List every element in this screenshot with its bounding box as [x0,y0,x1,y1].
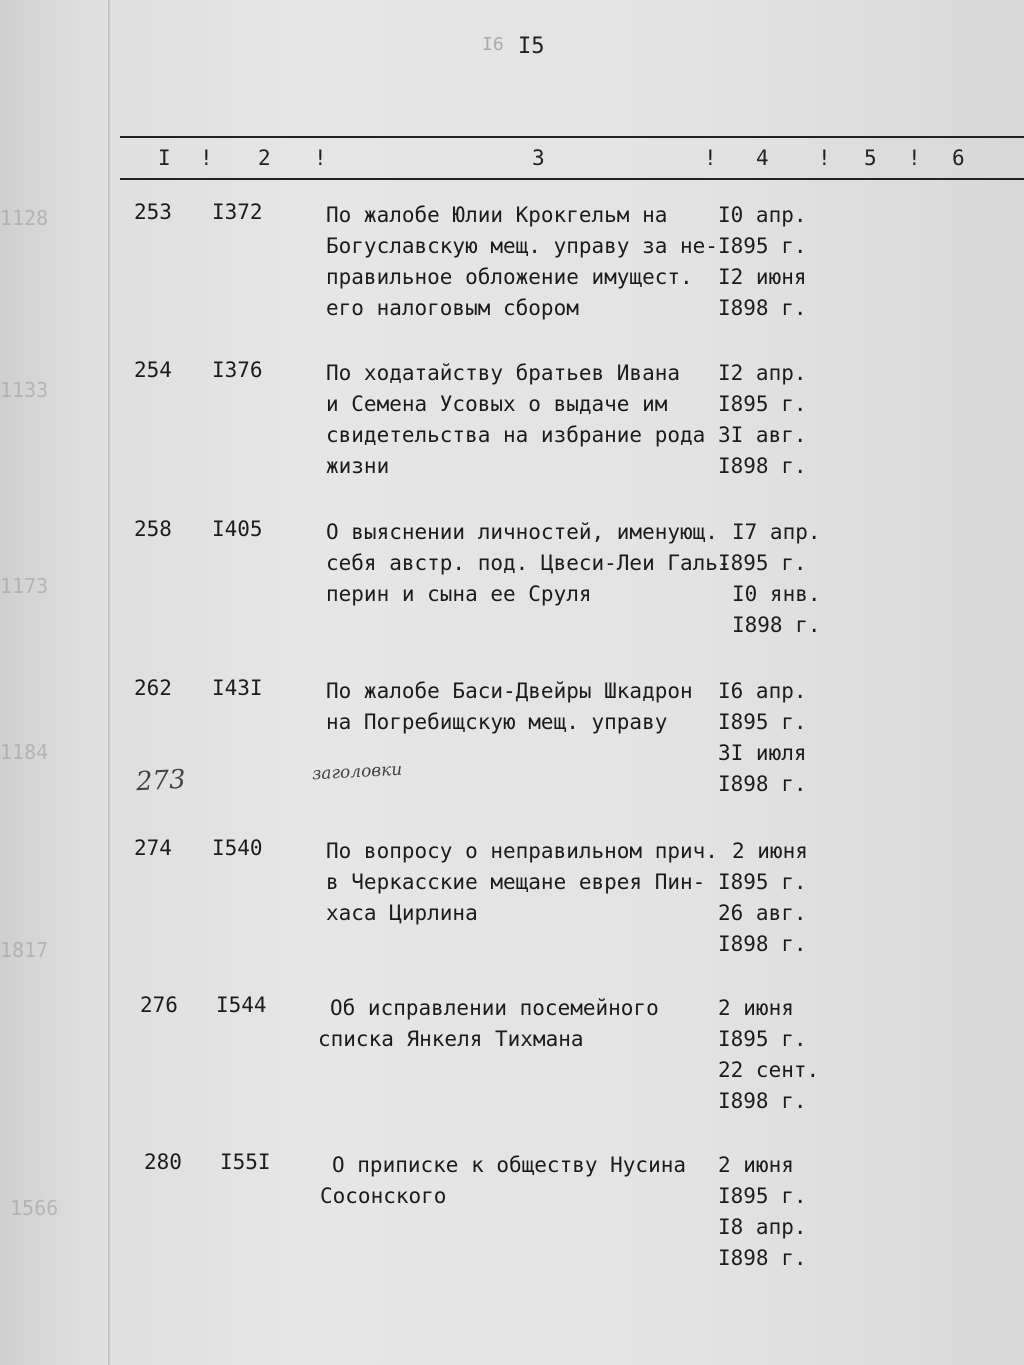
date-line: 3I авг. [718,423,807,447]
date-line: I7 апр. [732,520,821,544]
date-line: I895 г. [718,710,807,734]
case-title-line: себя австр. под. Цвеси-Леи Галь- [326,551,731,575]
case-title-line: списка Янкеля Тихмана [318,1027,584,1051]
case-title-line: Об исправлении посемейного [330,996,659,1020]
case-title-line: Богуславскую мещ. управу за не- [326,234,718,258]
case-title-line: жизни [326,454,390,478]
bleed-through: 1566 [10,1196,59,1220]
case-title-line: правильное обложение имущест. [326,265,693,289]
case-dates [718,517,821,641]
date-line: I898 г. [718,772,807,796]
page-number [482,34,545,59]
row-number: 274 [134,836,172,860]
date-line: I898 г. [732,613,821,637]
header-col-3: 3 [532,146,545,170]
page-fold [108,0,112,1365]
ghost-page-number: I6 [482,34,504,55]
bleed-through: 1184 [0,740,49,764]
case-title [320,1150,686,1212]
file-number: I43I [212,676,263,700]
bleed-through: 1128 [0,206,49,230]
header-separator: ! [200,146,213,170]
table-header-rule [120,178,1024,180]
row-number: 280 [144,1150,182,1174]
header-col-6: 6 [952,146,965,170]
handwritten-number: 273 [135,764,187,798]
case-title-line: По вопросу о неправильном прич. [326,839,718,863]
date-line: 22 сент. [718,1058,820,1082]
date-line: I0 апр. [718,203,807,227]
date-line: I895 г. [718,234,807,258]
date-line: I6 апр. [718,679,807,703]
file-number: I376 [212,358,263,382]
file-number: I544 [216,993,267,1017]
date-line: 26 авг. [718,901,807,925]
date-line: I898 г. [718,1246,807,1270]
header-separator: ! [314,146,327,170]
header-separator: ! [818,146,831,170]
case-title-line: О приписке к обществу Нусина [332,1153,687,1177]
case-title-line: О выяснении личностей, именующ. [326,520,718,544]
file-number: I540 [212,836,263,860]
file-number: I55I [220,1150,271,1174]
date-line: I898 г. [718,454,807,478]
date-line: 2 июня [718,1153,794,1177]
date-line: 2 июня [732,839,808,863]
bleed-through: 1817 [0,938,49,962]
case-title-line: перин и сына ее Сруля [326,582,592,606]
case-title [318,993,659,1055]
case-title-line: По жалобе Юлии Крокгельм на [326,203,668,227]
date-line: I8 апр. [718,1215,807,1239]
case-title [326,358,705,482]
case-title [326,517,731,610]
case-title-line: По ходатайству братьев Ивана [326,361,681,385]
bleed-through: 1133 [0,378,49,402]
case-dates [718,200,807,324]
date-line: I895 г. [718,1184,807,1208]
case-title-line: его налоговым сбором [326,296,579,320]
header-col-4: 4 [756,146,769,170]
case-title-line: и Семена Усовых о выдаче им [326,392,668,416]
row-number: 253 [134,200,172,224]
case-title-line: на Погребищскую мещ. управу [326,710,668,734]
case-title-line: свидетельства на избрание рода [326,423,706,447]
page-number-text: I5 [518,34,545,59]
handwritten-note: заголовки [311,759,403,785]
header-col-2: 2 [258,146,271,170]
date-line: I895 г. [718,870,807,894]
header-col-1: I [158,146,171,170]
date-line: I898 г. [718,1089,807,1113]
date-line: I898 г. [718,932,807,956]
case-dates [718,358,807,482]
case-dates [718,1150,807,1274]
date-line: I2 июня [718,265,807,289]
header-col-5: 5 [864,146,877,170]
file-number: I372 [212,200,263,224]
date-line: I0 янв. [732,582,821,606]
date-line: 3I июля [718,741,807,765]
date-line: I898 г. [718,296,807,320]
case-title-line: хаса Цирлина [326,901,478,925]
row-number: 262 [134,676,172,700]
date-line: I895 г. [718,1027,807,1051]
case-title-line: Сосонского [320,1184,447,1208]
table-top-rule [120,136,1024,138]
date-line: I2 апр. [718,361,807,385]
date-line: 2 июня [718,996,794,1020]
file-number: I405 [212,517,263,541]
row-number: 258 [134,517,172,541]
header-separator: ! [908,146,921,170]
case-title [326,676,693,738]
bleed-through: 1173 [0,574,49,598]
date-line: I895 г. [718,551,807,575]
case-dates [718,836,808,960]
row-number: 254 [134,358,172,382]
case-dates [718,993,819,1117]
row-number: 276 [140,993,178,1017]
date-line: I895 г. [718,392,807,416]
header-separator: ! [704,146,717,170]
case-title [326,200,718,324]
case-title-line: в Черкасские мещане еврея Пин- [326,870,706,894]
case-title [326,836,718,929]
case-title-line: По жалобе Баси-Двейры Шкадрон [326,679,693,703]
case-dates [718,676,807,800]
